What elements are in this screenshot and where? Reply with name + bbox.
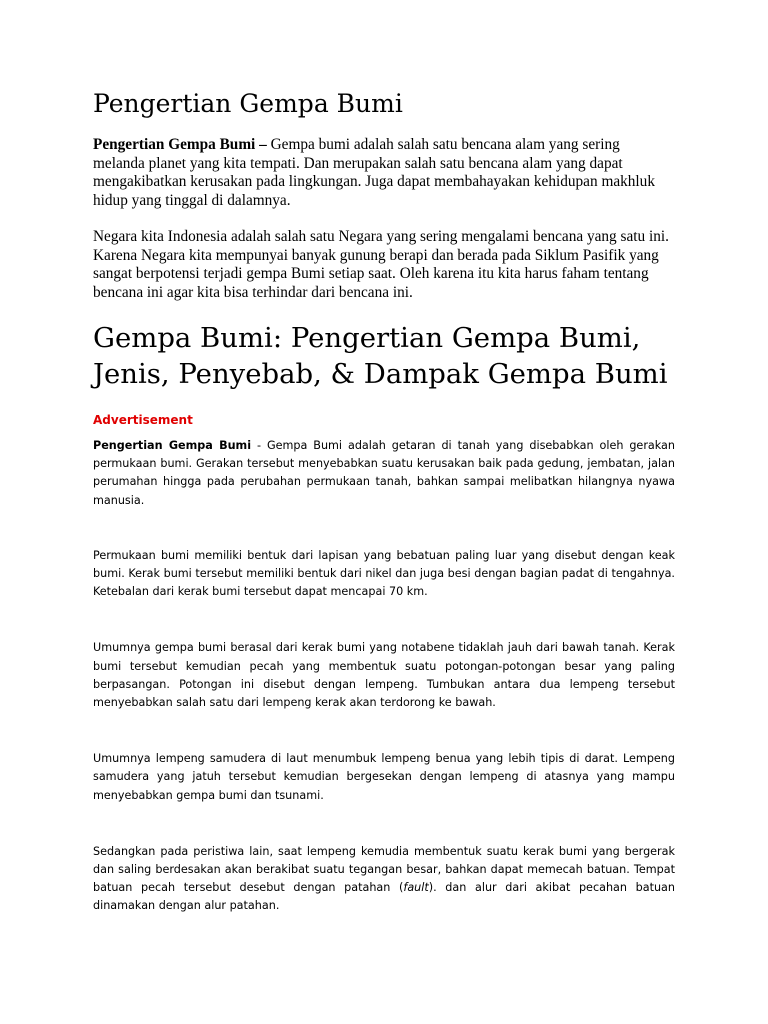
definition-lead: Pengertian Gempa Bumi (93, 439, 252, 452)
intro-lead: Pengertian Gempa Bumi – (93, 136, 267, 153)
fault-text-after: ). dan alur dari akibat pecahan batuan dinamakan dengan alur patahan. (93, 881, 675, 913)
intro-paragraph (93, 136, 675, 210)
paragraph-definition (93, 437, 675, 510)
document-page (93, 86, 675, 954)
paragraph-earth-crust: Umumnya gempa bumi berasal dari kerak bumi yang notabene tidaklah jauh dari bawah tanah. Kerak bumi tersebut kemudian pecah yang membentuk suatu potongan-potongan besar yang paling berpasangan. Potongan ini disebut dengan lempeng. Tumbukan antara dua lempeng tersebut menyebabkan salah satu dari lempeng kerak akan terdorong ke bawah. (93, 641, 675, 710)
fault-text-before: Sedangkan pada peristiwa lain, saat lempeng kemudia membentuk suatu kerak bumi yang bergerak dan saling berdesakan akan berakibat suatu tegangan besar, bahkan dapat memecah batuan. Tempat batuan pecah tersebut desebut dengan patahan ( (93, 844, 675, 895)
definition-text: - Gempa Bumi adalah getaran di tanah yang disebabkan oleh gerakan permukaan bumi. Gerakan tersebut menyebabkan suatu kerusakan baik pada gedung, jembatan, jalan perumahan hingga pada perubahan permukaan tanah, bahkan sampai melibatkan hilangnya nyawa manusia. (93, 439, 676, 507)
paragraph-ocean-plate: Umumnya lempeng samudera di laut menumbuk lempeng benua yang lebih tipis di darat. Lempeng samudera yang jatuh tersebut kemudian bergesekan dengan lempeng di atasnya yang mampu menyebabkan gempa bumi dan tsunami. (93, 752, 675, 802)
paragraph-earth-surface: Permukaan bumi memiliki bentuk dari lapisan yang bebatuan paling luar yang disebut dengan keak bumi. Kerak bumi tersebut memiliki bentuk dari nikel dan juga besi dengan bagian padat di tengahnya. Ketebalan dari kerak bumi tersebut dapat mencapai 70 km. (93, 548, 675, 599)
fault-term: fault (403, 881, 429, 895)
intro-paragraph-2: Negara kita Indonesia adalah salah satu Negara yang sering mengalami bencana yang satu ini. Karena Negara kita mempunyai banyak gunung berapi dan berada pada Siklum Pasifik yang sangat berpotensi terjadi gempa Bumi setiap saat. Oleh karena itu kita harus faham tentang bencana ini agar kita bisa terhindar dari bencana ini. (93, 228, 669, 301)
advertisement-label: Advertisement (93, 413, 193, 427)
page-title: Pengertian Gempa Bumi (93, 89, 403, 118)
intro-text: Gempa bumi adalah salah satu bencana alam yang sering melanda planet yang kita tempati. Dan merupakan salah satu bencana alam yang dapat mengakibatkan kerusakan pada lingkungan. Juga dapat membahayakan kehidupan makhluk hidup yang tinggal di dalamnya. (93, 136, 655, 209)
paragraph-fault (93, 843, 675, 916)
article-title: Gempa Bumi: Pengertian Gempa Bumi, Jenis, Penyebab, & Dampak Gempa Bumi (93, 322, 668, 390)
